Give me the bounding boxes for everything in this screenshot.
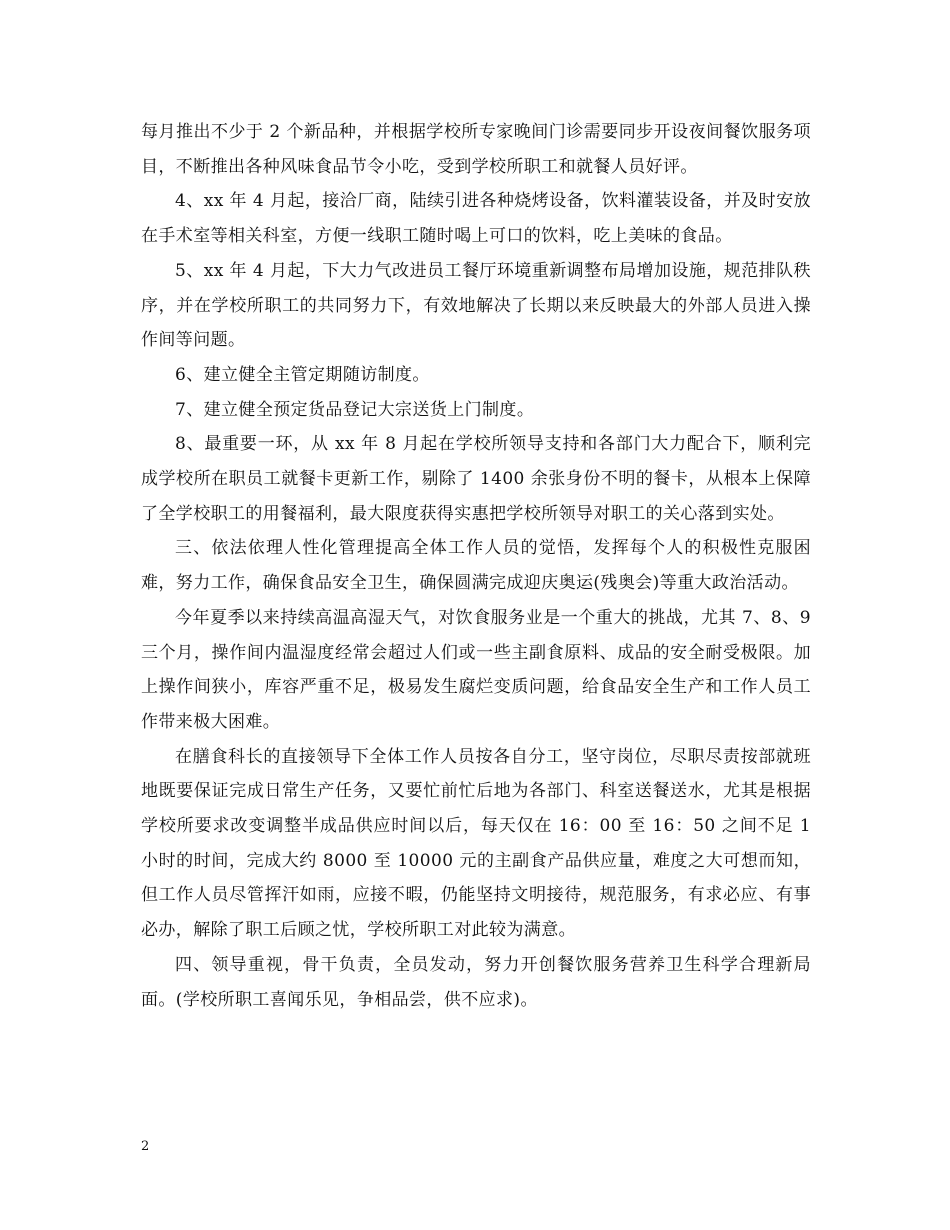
paragraph-item-8: 8、最重要一环，从 xx 年 8 月起在学校所领导支持和各部门大力配合下，顺利完成学校所在职员工就餐卡更新工作，剔除了 1400 余张身份不明的餐卡，从根本上保障了全学校职工的用餐福利，最大限度获得实惠把学校所领导对职工的关心落到实处。 <box>141 434 811 524</box>
section-heading-3: 三、依法依理人性化管理提高全体工作人员的觉悟，发挥每个人的积极性克服困难，努力工作，确保食品安全卫生，确保圆满完成迎庆奥运(残奥会)等重大政治活动。 <box>141 538 811 594</box>
page-number: 2 <box>141 1139 150 1154</box>
paragraph-staff-effort: 在膳食科长的直接领导下全体工作人员按各自分工，坚守岗位，尽职尽责按部就班地既要保证完成日常生产任务，又要忙前忙后地为各部门、科室送餐送水，尤其是根据学校所要求改变调整半成品供应时间以后，每天仅在 16：00 至 16：50 之间不足 1 小时的时间，完成大约 8000 至 10000 元的主副食产品供应量，难度之大可想而知，但工作人员尽管挥汗如雨，应接不暇，仍能坚持文明接待，规范服务，有求必应、有事必办，解除了职工后顾之忧，学校所职工对此较为满意。 <box>141 746 811 941</box>
paragraph-summer: 今年夏季以来持续高温高湿天气，对饮食服务业是一个重大的挑战，尤其 7、8、9 三个月，操作间内温湿度经常会超过人们或一些主副食原料、成品的安全耐受极限。加上操作间狭小，库容严重不足，极易发生腐烂变质问题，给食品安全生产和工作人员工作带来极大困难。 <box>141 607 811 732</box>
document-body <box>141 115 811 1017</box>
section-heading-4: 四、领导重视，骨干负责，全员发动，努力开创餐饮服务营养卫生科学合理新局面。(学校所职工喜闻乐见，争相品尝，供不应求)。 <box>141 954 811 1010</box>
paragraph-item-7: 7、建立健全预定货品登记大宗送货上门制度。 <box>175 399 535 420</box>
paragraph-continuation: 每月推出不少于 2 个新品种，并根据学校所专家晚间门诊需要同步开设夜间餐饮服务项目，不断推出各种风味食品节令小吃，受到学校所职工和就餐人员好评。 <box>141 122 811 177</box>
paragraph-item-5: 5、xx 年 4 月起，下大力气改进员工餐厅环境重新调整布局增加设施，规范排队秩序，并在学校所职工的共同努力下，有效地解决了长期以来反映最大的外部人员进入操作间等问题。 <box>141 260 811 351</box>
paragraph-item-6: 6、建立健全主管定期随访制度。 <box>175 364 430 385</box>
paragraph-item-4: 4、xx 年 4 月起，接洽厂商，陆续引进各种烧烤设备，饮料灌装设备，并及时安放在手术室等相关科室，方便一线职工随时喝上可口的饮料，吃上美味的食品。 <box>141 191 811 247</box>
